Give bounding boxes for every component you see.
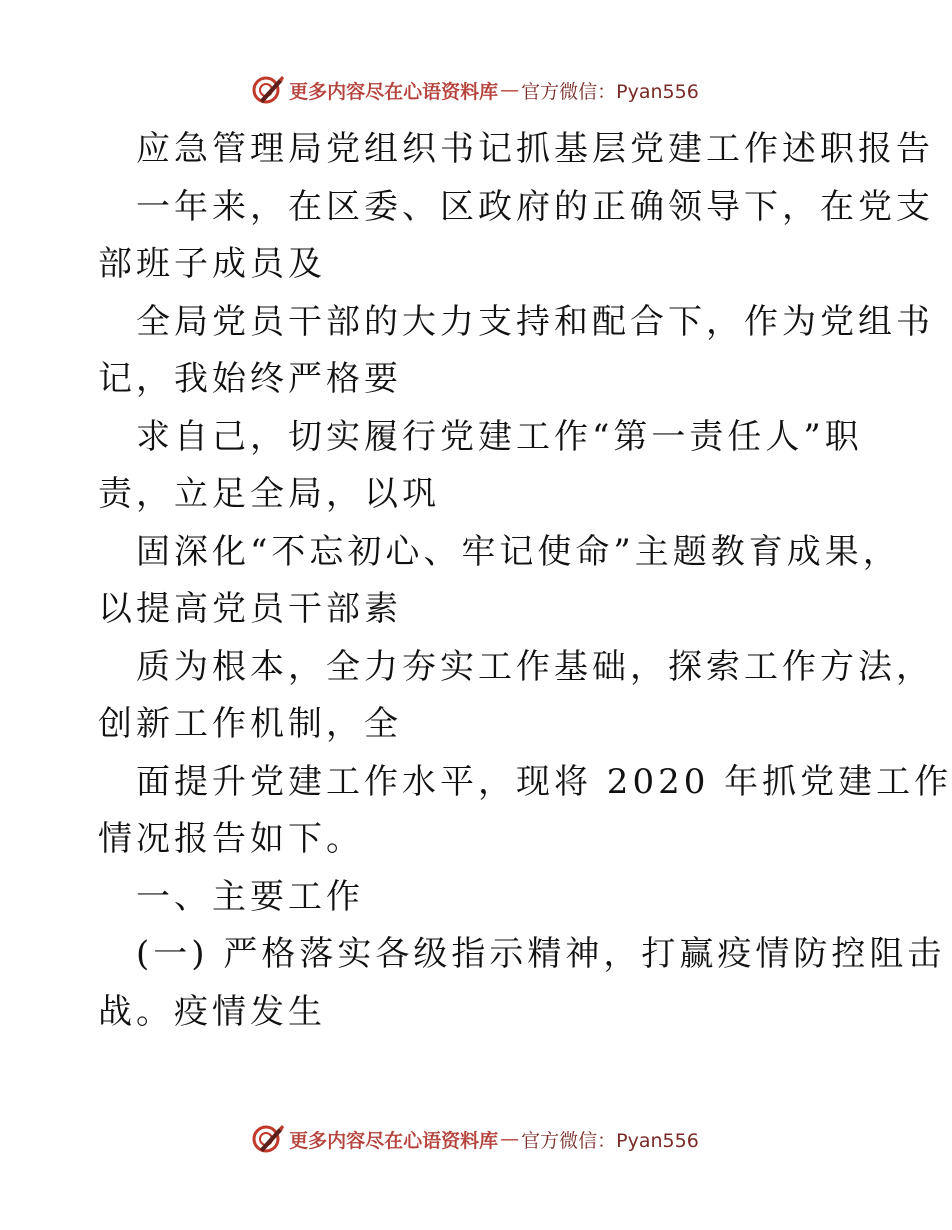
document-line: 创新工作机制，全 <box>98 704 402 744</box>
watermark-text: 更多内容尽在心语资料库 <box>289 1129 499 1152</box>
document-line: 战。疫情发生 <box>98 991 326 1032</box>
document-line: 求自己，切实履行党建工作“第一责任人”职 <box>136 416 863 457</box>
watermark-wechat: 官方微信：Pyan556 <box>521 80 699 103</box>
watermark-text: 更多内容尽在心语资料库 <box>289 80 499 103</box>
document-line: 部班子成员及 <box>98 244 326 284</box>
pen-logo-icon <box>251 73 285 107</box>
document-line: 质为根本，全力夯实工作基础，探索工作方法， <box>136 646 934 687</box>
document-line: 全局党员干部的大力支持和配合下，作为党组书 <box>136 301 934 342</box>
document-line: 记，我始终严格要 <box>98 359 402 399</box>
document-line: 情况报告如下。 <box>98 819 364 859</box>
watermark-footer <box>0 1119 950 1159</box>
document-line: 面提升党建工作水平，现将 2020 年抓党建工作 <box>136 761 952 802</box>
document-line: 一年来，在区委、区政府的正确领导下，在党支 <box>136 186 934 227</box>
document-line: 一、主要工作 <box>136 876 364 917</box>
document-line: 责，立足全局，以巩 <box>98 474 440 514</box>
document-body <box>98 121 952 1041</box>
document-line: 以提高党员干部素 <box>98 589 402 629</box>
document-line: 固深化“不忘初心、牢记使命”主题教育成果， <box>136 531 901 572</box>
document-line: 应急管理局党组织书记抓基层党建工作述职报告 <box>136 129 934 169</box>
watermark-wechat: 官方微信：Pyan556 <box>521 1129 699 1152</box>
watermark-separator: — <box>500 1128 520 1150</box>
pen-logo-icon <box>251 1122 285 1156</box>
document-line: (一) 严格落实各级指示精神，打赢疫情防控阻击 <box>136 934 946 974</box>
watermark-header <box>0 70 950 110</box>
watermark-separator: — <box>500 79 520 101</box>
